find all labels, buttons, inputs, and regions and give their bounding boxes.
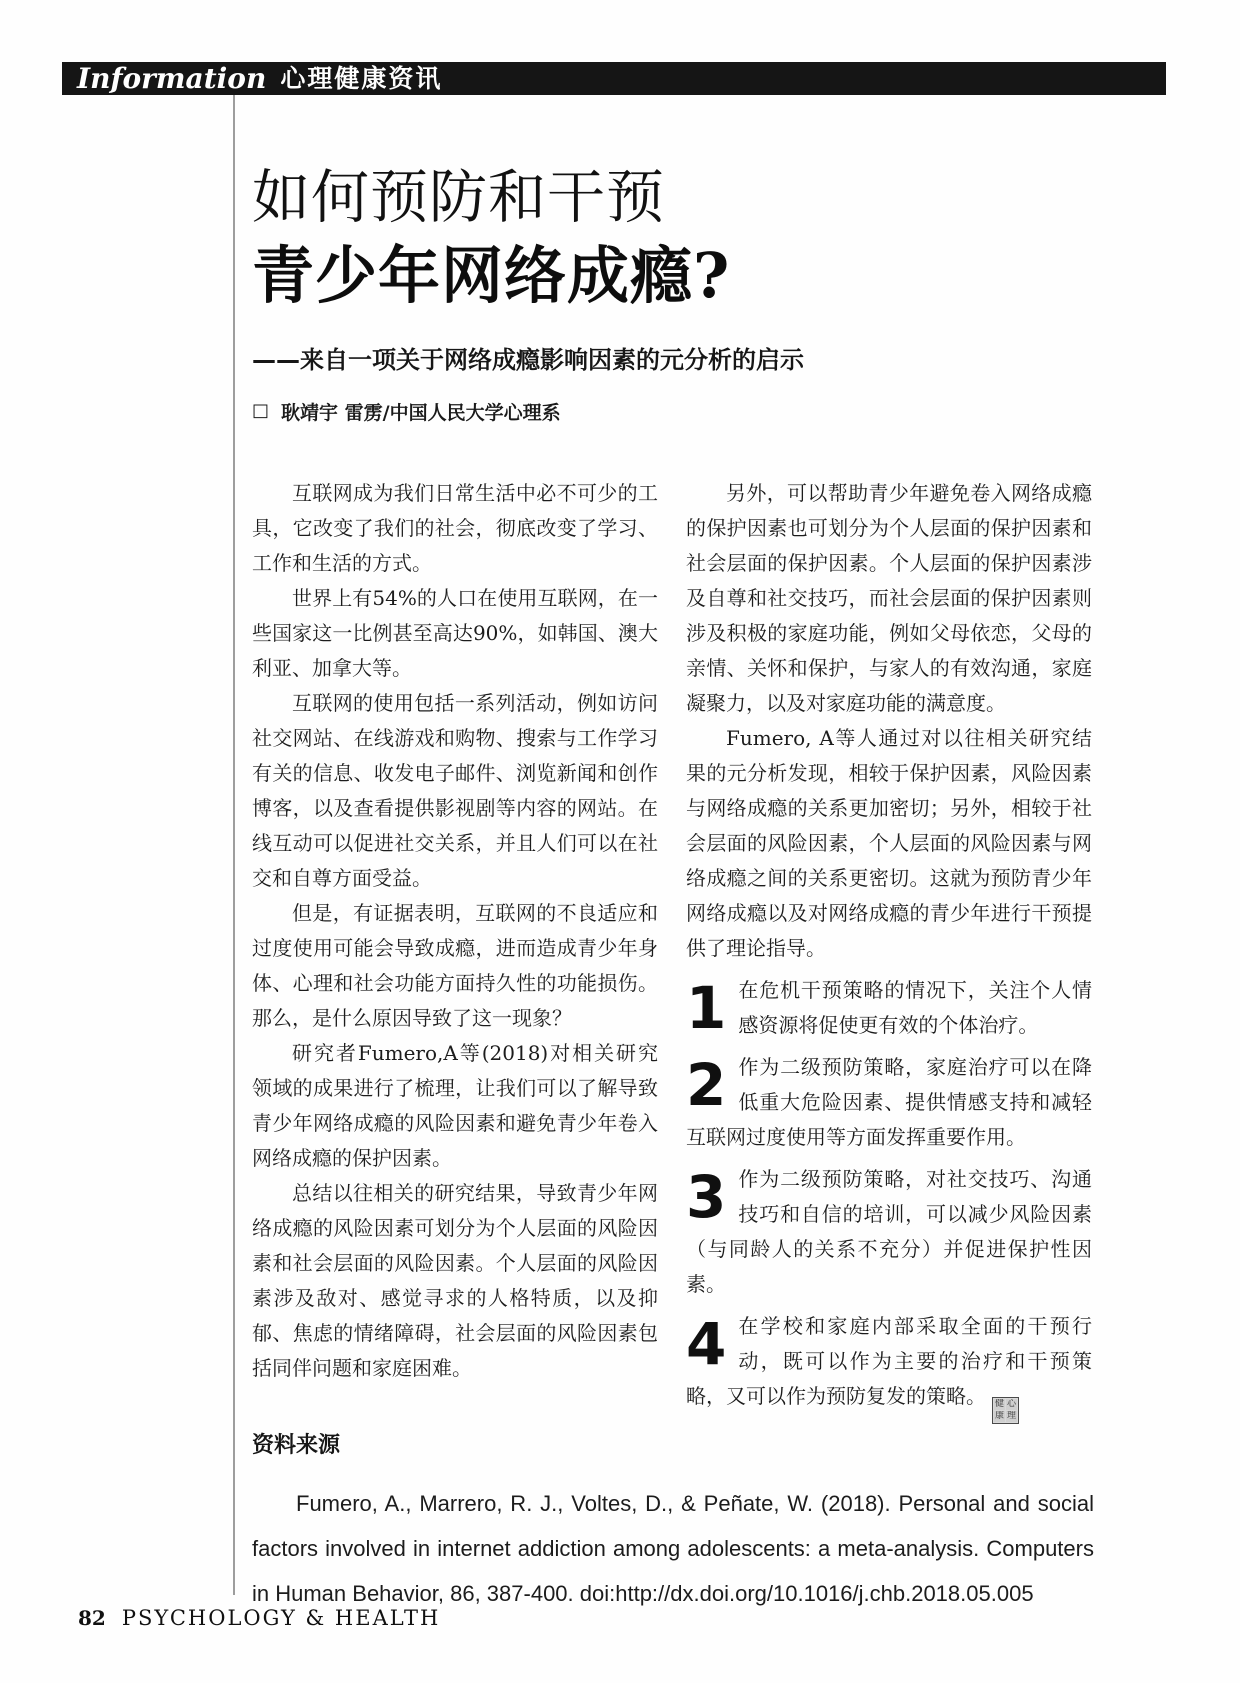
journal-name: PSYCHOLOGY & HEALTH <box>121 1606 441 1630</box>
point-text: 作为二级预防策略，家庭治疗可以在降低重大危险因素、提供情感支持和减轻互联网过度使用等方面发挥重要作用。 <box>686 1055 1092 1149</box>
paragraph: 互联网的使用包括一系列活动，例如访问社交网站、在线游戏和购物、搜索与工作学习有关的信息、收发电子邮件、浏览新闻和创作博客，以及查看提供影视剧等内容的网站。在线互动可以促进社交关系，并且人们可以在社交和自尊方面受益。 <box>252 691 658 890</box>
author-line <box>252 398 1092 425</box>
section-name-english: Information <box>77 61 267 95</box>
title-line-2: 青少年网络成瘾? <box>252 239 731 312</box>
list-item <box>686 1309 1092 1424</box>
list-item <box>686 1050 1092 1155</box>
paragraph: 总结以往相关的研究结果，导致青少年网络成瘾的风险因素可划分为个人层面的风险因素和社会层面的风险因素。个人层面的风险因素涉及敌对、感觉寻求的人格特质，以及抑郁、焦虑的情绪障碍，社会层面的风险因素包括同伴问题和家庭困难。 <box>252 1181 658 1380</box>
list-item <box>686 973 1092 1043</box>
right-column <box>686 476 1092 1424</box>
seal-char: 心 <box>1006 1399 1016 1409</box>
paragraph: 互联网成为我们日常生活中必不可少的工具，它改变了我们的社会，彻底改变了学习、工作和生活的方式。 <box>252 481 658 575</box>
page-number: 82 <box>78 1606 106 1630</box>
section-name-chinese: 心理健康资讯 <box>280 64 443 93</box>
paragraph: Fumero, A等人通过对以往相关研究结果的元分析发现，相较于保护因素，风险因素与网络成瘾的关系更加密切；另外，相较于社会层面的风险因素，个人层面的风险因素与网络成瘾之间的关系更密切。这就为预防青少年网络成瘾以及对网络成瘾的青少年进行干预提供了理论指导。 <box>686 726 1092 960</box>
page-footer <box>78 1606 440 1630</box>
point-number: 1 <box>686 974 727 1042</box>
point-number: 3 <box>686 1163 727 1231</box>
article-body <box>252 476 1092 1424</box>
point-number: 2 <box>686 1051 727 1119</box>
paragraph: 另外，可以帮助青少年避免卷入网络成瘾的保护因素也可划分为个人层面的保护因素和社会层面的保护因素。个人层面的保护因素涉及自尊和社交技巧，而社会层面的保护因素则涉及积极的家庭功能，例如父母依恋，父母的亲情、关怀和保护，与家人的有效沟通，家庭凝聚力，以及对家庭功能的满意度。 <box>686 481 1092 715</box>
point-text: 作为二级预防策略，对社交技巧、沟通技巧和自信的培训，可以减少风险因素（与同龄人的关系不充分）并促进保护性因素。 <box>686 1167 1092 1296</box>
list-item <box>686 1162 1092 1302</box>
point-number: 4 <box>686 1310 727 1378</box>
author-square-marker: □ <box>252 400 270 421</box>
paragraph: 研究者Fumero,A等(2018)对相关研究领域的成果进行了梳理，让我们可以了解导致青少年网络成瘾的风险因素和避免青少年卷入网络成瘾的保护因素。 <box>252 1041 658 1170</box>
paragraph: 但是，有证据表明，互联网的不良适应和过度使用可能会导致成瘾，进而造成青少年身体、心理和社会功能方面持久性的功能损伤。那么，是什么原因导致了这一现象？ <box>252 901 658 1030</box>
article-title <box>252 158 1092 316</box>
paragraph: 世界上有54%的人口在使用互联网，在一些国家这一比例甚至高达90%，如韩国、澳大利亚、加拿大等。 <box>252 586 658 680</box>
article-subtitle: ——来自一项关于网络成瘾影响因素的元分析的启示 <box>252 346 804 374</box>
point-text: 在学校和家庭内部采取全面的干预行动，既可以作为主要的治疗和干预策略，又可以作为预防复发的策略。 <box>686 1314 1092 1408</box>
seal-char: 康 <box>994 1411 1004 1421</box>
left-column <box>252 476 658 1424</box>
magazine-end-seal-icon <box>992 1397 1019 1424</box>
author-names: 耿靖宇 雷雳/中国人民大学心理系 <box>281 402 561 424</box>
title-line-1: 如何预防和干预 <box>252 163 666 231</box>
point-text: 在危机干预策略的情况下，关注个人情感资源将促使更有效的个体治疗。 <box>738 978 1092 1037</box>
source-section <box>252 1428 1094 1616</box>
reference-citation: Fumero, A., Marrero, R. J., Voltes, D., & Peñate, W. (2018). Personal and social factors involved in internet addiction among adolescents: a meta-analysis. Computers in Human Behavior, 86, 387-400. doi:http://dx.doi.org/10.1016/j.chb.2018.05.005 <box>252 1491 1094 1606</box>
seal-char: 健 <box>994 1399 1004 1409</box>
section-header-bar <box>62 62 1166 95</box>
seal-char: 理 <box>1006 1411 1016 1421</box>
column-divider-rule <box>233 95 235 1595</box>
source-heading: 资料来源 <box>252 1433 341 1458</box>
